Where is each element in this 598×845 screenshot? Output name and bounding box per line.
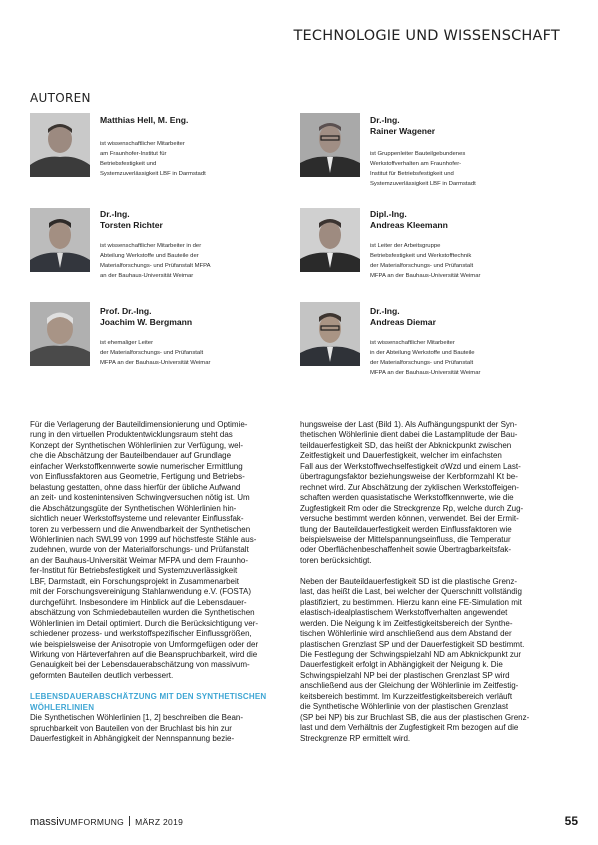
text-line: (SP bei NP) bis zur Bruchlast SB, die aus der plastischen Grenz- bbox=[300, 712, 530, 722]
text-line: elastisch-idealplastischem Werkstoffverhalten angewendet bbox=[300, 608, 508, 618]
text-line: LEBENSDAUERABSCHÄTZUNG MIT DEN SYNTHETISCHEN bbox=[30, 692, 267, 702]
author-name bbox=[370, 115, 435, 137]
text-line: geformten Bauteilen deutlich verbessert. bbox=[30, 670, 174, 680]
footer-divider bbox=[129, 816, 130, 826]
author-description bbox=[370, 149, 520, 189]
author-name bbox=[100, 115, 188, 126]
author-desc-line: MFPA an der Bauhaus-Universität Weimar bbox=[370, 273, 481, 279]
author-name bbox=[100, 306, 192, 328]
author-photo bbox=[30, 208, 90, 272]
intro-paragraph bbox=[30, 420, 294, 681]
authors-heading: AUTOREN bbox=[30, 91, 91, 105]
brand-umformung: UMFORMUNG bbox=[64, 817, 125, 827]
text-line: wie beispielsweise der Anisotropie von Umformgefügen oder der bbox=[30, 639, 259, 649]
page-number: 55 bbox=[564, 814, 578, 828]
text-line: last, das heißt die Last, bei welcher der Querschnitt vollständig bbox=[300, 587, 522, 597]
text-line: Für die Verlagerung der Bauteildimensionierung und Optimie- bbox=[30, 420, 248, 429]
text-line: werden. Die Neigung k im Zeitfestigkeitsbereich der Synthe- bbox=[300, 618, 513, 628]
author-name-line: Andreas Kleemann bbox=[370, 220, 448, 230]
text-line: Wöhlerlinien im Detail optimiert. Durch die Berücksichtigung ver- bbox=[30, 618, 259, 628]
author-desc-line: der Materialforschungs- und Prüfanstalt bbox=[370, 360, 474, 366]
body-paragraph bbox=[300, 577, 568, 744]
portrait-icon bbox=[30, 113, 90, 177]
author-desc-line: MFPA an der Bauhaus-Universität Weimar bbox=[370, 370, 481, 376]
text-line: rung in den virtuellen Produktentwicklungsraum steht das bbox=[30, 430, 233, 440]
author-desc-line: ist Gruppenleiter Bauteilgebundenes bbox=[370, 151, 466, 157]
author-desc-line: in der Abteilung Werkstoffe und Bauteile bbox=[370, 350, 475, 356]
text-line: toren berücksichtigt. bbox=[300, 555, 372, 565]
article-left-column bbox=[30, 420, 294, 745]
text-line: Zugfestigkeit Rm oder die Streckgrenze Rp, welche durch Zug- bbox=[300, 503, 524, 513]
text-line: spruchbarkeit von Bauteilen von der Bruchlast bis hin zur bbox=[30, 723, 232, 733]
text-line: Konzept der Synthetischen Wöhlerlinien zur Verfügung, wel- bbox=[30, 440, 244, 450]
footer-brand bbox=[30, 816, 183, 828]
text-line: oder Oberflächenbeschaffenheit sowie Übertragbarkeitsfak- bbox=[300, 545, 512, 555]
author-description bbox=[100, 241, 250, 281]
text-line: sichtlich neuer Werkstoffsysteme und relevanter Einflussfak- bbox=[30, 514, 244, 524]
author-name-line: Dr.-Ing. bbox=[370, 115, 400, 125]
author-desc-line: ist Leiter der Arbeitsgruppe bbox=[370, 243, 441, 249]
author-photo bbox=[300, 208, 360, 272]
text-line: plastifiziert, zu bestimmen. Hierzu kann eine FE-Simulation mit bbox=[300, 597, 522, 607]
author-desc-line: Abteilung Werkstoffe und Bauteile der bbox=[100, 253, 199, 259]
author-description bbox=[370, 338, 520, 378]
text-line: Die Synthetischen Wöhlerlinien [1, 2] beschreiben die Bean- bbox=[30, 713, 244, 723]
text-line: beispielsweise der Mittelspannungseinfluss, die Temperatur bbox=[300, 534, 511, 544]
text-line: Wirkung von Härteverfahren auf die Beanspruchbarkeit, wird die bbox=[30, 649, 258, 659]
author-desc-line: ist ehemaliger Leiter bbox=[100, 340, 154, 346]
text-line: mit der Forschungsvereinigung Stahlanwendung e.V. (FOSTA) bbox=[30, 587, 252, 597]
text-line: che die Abschätzung der Bauteilbendauer auf Grundlage bbox=[30, 451, 232, 461]
portrait-icon bbox=[300, 302, 360, 366]
author-name-line: Andreas Diemar bbox=[370, 317, 436, 327]
author-desc-line: Werkstoffverhalten am Fraunhofer- bbox=[370, 161, 462, 167]
author-desc-line: Betriebsfestigkeit und bbox=[100, 161, 157, 167]
author-desc-line: der Materialforschungs- und Prüfanstalt bbox=[370, 263, 474, 269]
text-line: Dauerfestigkeit in Abhängigkeit der Nennspannung bezie- bbox=[30, 734, 235, 744]
text-line: abschätzung von Schmiedebauteilen wurden die Synthetischen bbox=[30, 608, 255, 618]
section-subheading bbox=[30, 692, 294, 713]
text-line: Neben der Bauteildauerfestigkeit SD ist die plastische Grenz- bbox=[300, 576, 517, 586]
text-line: Dauerfestigkeit erfolgt in Abhängigkeit der Neigung k. Die bbox=[300, 660, 503, 670]
text-line: Fall aus der Werkstoffwechselfestigkeit σWzd und einem Last- bbox=[300, 461, 521, 471]
text-line: LBF, Darmstadt, ein Forschungsprojekt in Zusammenarbeit bbox=[30, 576, 239, 586]
portrait-icon bbox=[30, 208, 90, 272]
text-line: schiedener prozess- und werkstoffspezifischer Einflussgrößen, bbox=[30, 629, 252, 639]
paragraph-gap bbox=[300, 566, 568, 576]
text-line: übertragungsfaktor beziehungsweise der Kerbformzahl Kt be- bbox=[300, 472, 518, 482]
text-line: thetischen Wöhlerlinie dient dabei die Lastamplitude der Bau- bbox=[300, 430, 518, 440]
portrait-icon bbox=[30, 302, 90, 366]
text-line: hungsweise der Last (Bild 1). Als Aufhängungspunkt der Syn- bbox=[300, 420, 518, 429]
author-name bbox=[370, 209, 448, 231]
text-line: Schwingspielzahl NP bei der plastischen Grenzlast SP wird bbox=[300, 670, 510, 680]
text-line: durchgeführt. Insbesondere im Hinblick auf die Lebensdauer- bbox=[30, 597, 247, 607]
author-desc-line: am Fraunhofer-Institut für bbox=[100, 151, 167, 157]
author-description bbox=[100, 338, 250, 368]
text-line: die Abschätzungsgüte der Synthetischen Wöhlerlinien hin- bbox=[30, 503, 237, 513]
text-line: last und dem Verhältnis der Zugfestigkeit Rm bezogen auf die bbox=[300, 723, 519, 733]
author-description bbox=[100, 139, 250, 179]
text-line: zudehnen, wurde von der Materialforschungs- und Prüfanstalt bbox=[30, 545, 249, 555]
author-name-line: Torsten Richter bbox=[100, 220, 163, 230]
author-name-line: Matthias Hell, M. Eng. bbox=[100, 115, 189, 125]
text-line: an der Bauhaus-Universität Weimar MFPA und dem Fraunho- bbox=[30, 555, 249, 565]
text-line: plastischen Grenzlast SP und der Dauerfestigkeit SD bestimmt. bbox=[300, 639, 525, 649]
author-desc-line: MFPA an der Bauhaus-Universität Weimar bbox=[100, 360, 211, 366]
section-header: TECHNOLOGIE UND WISSENSCHAFT bbox=[293, 28, 560, 44]
text-line: Streckgrenze RP ermittelt wird. bbox=[300, 733, 411, 743]
text-line: toren zu verbessern und die Anwendbarkeit der Synthetischen bbox=[30, 524, 251, 534]
text-line: tischen Wöhlerlinie wird anschließend aus dem Abstand der bbox=[300, 629, 512, 639]
text-line: fer-Institut für Betriebsfestigkeit und Systemzuverlässigkeit bbox=[30, 566, 238, 576]
text-line: schaften werden quasistatische Werkstoffkennwerte, wie die bbox=[300, 493, 514, 503]
issue-date: MÄRZ 2019 bbox=[135, 817, 184, 827]
article-right-column bbox=[300, 420, 568, 744]
author-photo bbox=[300, 113, 360, 177]
author-desc-line: Institut für Betriebsfestigkeit und bbox=[370, 171, 454, 177]
author-photo bbox=[30, 113, 90, 177]
author-desc-line: ist wissenschaftlicher Mitarbeiter in der bbox=[100, 243, 202, 249]
author-desc-line: ist wissenschaftlicher Mitarbeiter bbox=[100, 141, 185, 147]
text-line: die Synthetische Wöhlerlinie von der plastischen Grenzlast bbox=[300, 702, 509, 712]
portrait-icon bbox=[300, 113, 360, 177]
author-desc-line: Betriebsfestigkeit und Werkstofftechnik bbox=[370, 253, 472, 259]
author-photo bbox=[300, 302, 360, 366]
author-desc-line: der Materialforschungs- und Prüfanstalt bbox=[100, 350, 204, 356]
author-name-line: Dipl.-Ing. bbox=[370, 209, 407, 219]
text-line: Wöhlerlinien nach SWL99 von 1999 auf höchstfeste Stähle aus- bbox=[30, 534, 257, 544]
text-line: an zeit- und kostenintensiven Schwingversuchen nötig ist. Um bbox=[30, 493, 250, 503]
author-name-line: Dr.-Ing. bbox=[100, 209, 130, 219]
author-photo bbox=[30, 302, 90, 366]
text-line: keitsbereich bestimmt. Im Kurzzeitfestigkeitsbereich verläuft bbox=[300, 691, 513, 701]
author-name bbox=[100, 209, 163, 231]
text-line: von Einflussfaktoren aus Geometrie, Fertigung und Betriebs- bbox=[30, 472, 245, 482]
section-paragraph bbox=[30, 713, 294, 744]
text-line: Zeitfestigkeit und Dauerfestigkeit, welcher im einfachsten bbox=[300, 451, 502, 461]
author-desc-line: ist wissenschaftlicher Mitarbeiter bbox=[370, 340, 455, 346]
author-name-line: Joachim W. Bergmann bbox=[100, 317, 193, 327]
text-line: tlung der Bauteildauerfestigkeit werden Einflussfaktoren wie bbox=[300, 524, 512, 534]
author-desc-line: Systemzuverlässigkeit LBF in Darmstadt bbox=[370, 181, 476, 187]
text-line: teildauerfestigkeit SD, das heißt der Abknickpunkt zwischen bbox=[300, 440, 512, 450]
text-line: Genauigkeit bei der Lebensdauerabschätzung von massivum- bbox=[30, 660, 250, 670]
text-line: Die Festlegung der Schwingspielzahl ND am Abknickpunkt zur bbox=[300, 649, 521, 659]
author-desc-line: an der Bauhaus-Universität Weimar bbox=[100, 273, 194, 279]
body-paragraph bbox=[300, 420, 568, 566]
text-line: WÖHLERLINIEN bbox=[30, 702, 95, 712]
author-name bbox=[370, 306, 436, 328]
text-line: belastung gestatten, ohne dass hierfür der übliche Aufwand bbox=[30, 482, 241, 492]
author-name-line: Rainer Wagener bbox=[370, 126, 436, 136]
author-desc-line: Systemzuverlässigkeit LBF in Darmstadt bbox=[100, 171, 206, 177]
text-line: anschließend aus der Gleichung der Wöhlerlinie im Zeitfestig- bbox=[300, 681, 519, 691]
text-line: einfacher Werkstoffkennwerte sowie numerischer Ermittlung bbox=[30, 461, 243, 471]
brand-massiv: massiv bbox=[30, 816, 65, 828]
portrait-icon bbox=[300, 208, 360, 272]
author-description bbox=[370, 241, 520, 281]
author-desc-line: Materialforschungs- und Prüfanstalt MFPA bbox=[100, 263, 211, 269]
text-line: rechnet wird. Zur Abschätzung der zyklischen Werkstoffeigen- bbox=[300, 482, 519, 492]
author-name-line: Prof. Dr.-Ing. bbox=[100, 306, 152, 316]
author-name-line: Dr.-Ing. bbox=[370, 306, 400, 316]
text-line: versuche bestimmt werden können, verwendet. Bei der Ermit- bbox=[300, 514, 519, 524]
